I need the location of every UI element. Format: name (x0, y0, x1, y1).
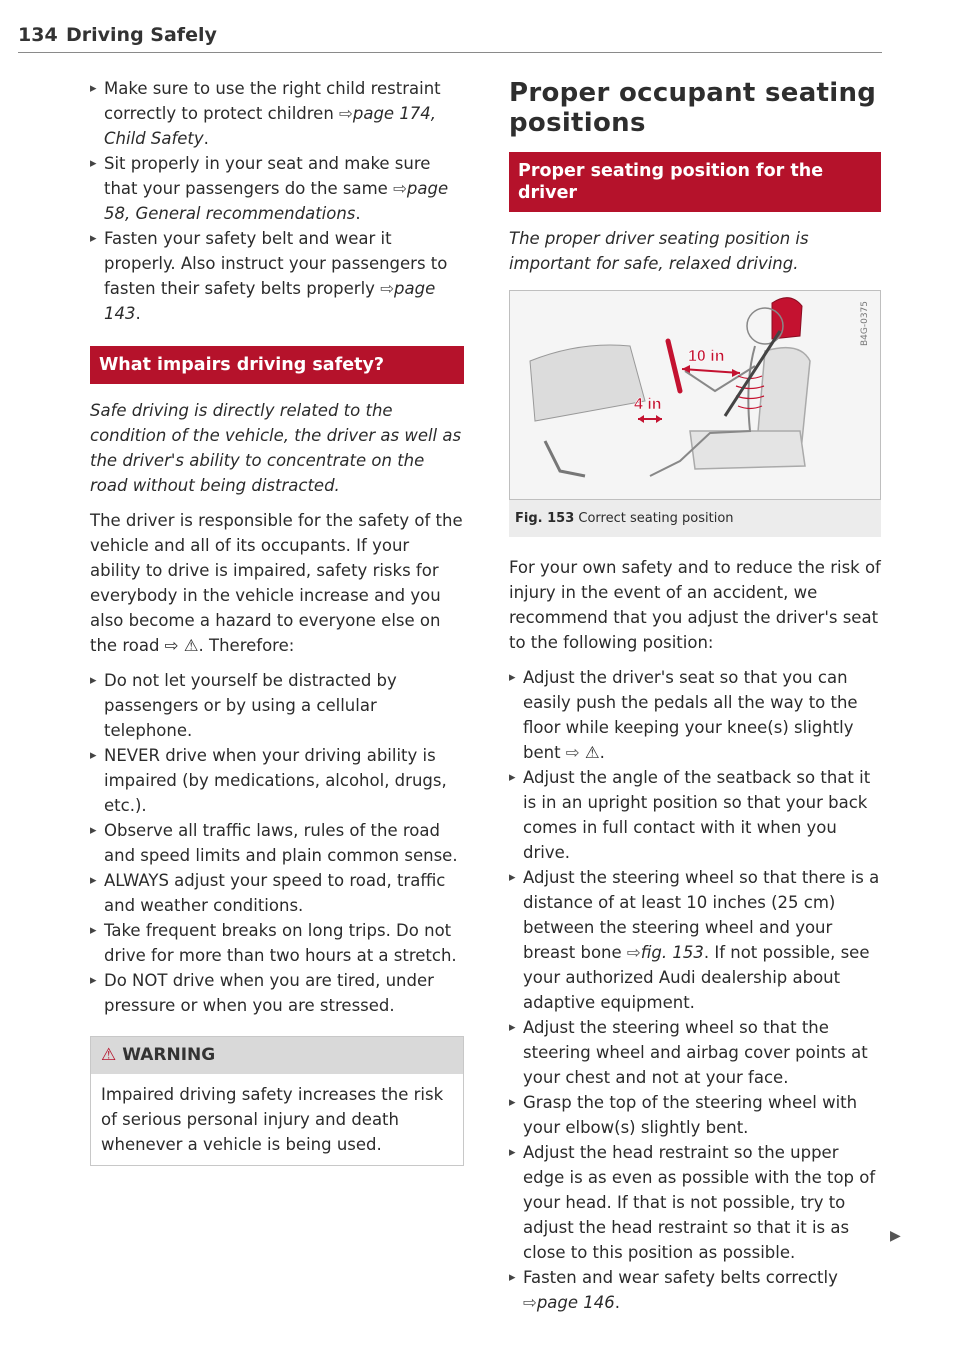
list-item: ▸ Observe all traffic laws, rules of the road and speed limits and plain common sense. (90, 818, 464, 868)
list-item: ▸ Adjust the steering wheel so that the steering wheel and airbag cover points at your chest and not at your face. (509, 1015, 881, 1090)
list-item: ▸ Do not let yourself be distracted by passengers or by using a cellular telephone. (90, 668, 464, 743)
figure-153 (509, 290, 881, 537)
list-item: ▸ Do NOT drive when you are tired, under pressure or when you are stressed. (90, 968, 464, 1018)
link-arrow-icon: ⇨ (626, 943, 641, 962)
driver-seating-intro: The proper driver seating position is important for safe, relaxed driving. (509, 229, 809, 273)
list-item: ▸ NEVER drive when your driving ability is impaired (by medications, alcohol, drugs, etc.). (90, 743, 464, 818)
left-column (90, 76, 464, 1166)
page-link[interactable]: page 146 (536, 1293, 615, 1312)
warning-title: WARNING (122, 1045, 216, 1065)
link-arrow-icon: ⇨ (393, 179, 407, 198)
link-arrow-icon: ⇨ (380, 279, 395, 298)
list-item: ▸ Make sure to use the right child restraint correctly to protect children ⇨page 174, Child Safety. (90, 76, 464, 151)
page-link[interactable]: page 58, General recommendations (104, 179, 449, 223)
driver-seating-heading: Proper seating position for the driver (509, 152, 881, 212)
seating-bullets (509, 665, 881, 1315)
list-item: ▸ Adjust the head restraint so the upper edge is as even as possible with the top of your head. If that is not possible, try to adjust the head restraint so that it is as close to this position as possible. (509, 1140, 881, 1265)
impairs-paragraph: The driver is responsible for the safety of the vehicle and all of its occupants. If your ability to drive is impaired, safety risks for everybody in the vehicle increase and you also become a hazard to everyone else on the road ⇨ ⚠. Therefore: (90, 511, 463, 655)
figure-link[interactable]: fig. 153 (640, 943, 704, 962)
list-item: ▸ Take frequent breaks on long trips. Do not drive for more than two hours at a stretch. (90, 918, 464, 968)
label-10in: 10 in (688, 348, 725, 365)
warning-text: Impaired driving safety increases the risk of serious personal injury and death whenever a vehicle is being used. (101, 1085, 444, 1154)
list-item: ▸ Adjust the angle of the seatback so that it is in an upright position so that your back comes in full contact with it when you drive. (509, 765, 881, 865)
warning-ref[interactable]: ⚠. (579, 743, 605, 762)
figure-number: Fig. 153 (515, 511, 575, 526)
list-item: ▸ Fasten and wear safety belts correctly ⇨page 146. (509, 1265, 881, 1315)
page-header (18, 22, 882, 53)
list-item: ▸ Sit properly in your seat and make sure that your passengers do the same ⇨page 58, General recommendations. (90, 151, 464, 226)
impairs-bullets (90, 668, 464, 1018)
link-arrow-icon: ⇨ (523, 1293, 537, 1312)
figure-caption (509, 500, 881, 537)
page-main-title: Proper occupant seating positions (509, 78, 877, 138)
list-item: ▸ Adjust the driver's seat so that you can easily push the pedals all the way to the floor while keeping your knee(s) slightly bent ⇨ ⚠. (509, 665, 881, 765)
page-link[interactable]: page 143 (104, 279, 436, 323)
seating-position-illustration (509, 290, 881, 500)
list-item: ▸ Fasten your safety belt and wear it properly. Also instruct your passengers to fasten their safety belts properly ⇨page 143. (90, 226, 464, 326)
seating-paragraph: For your own safety and to reduce the risk of injury in the event of an accident, we recommend that you adjust the driver's seat to the following position: (509, 558, 881, 652)
impairs-intro: Safe driving is directly related to the condition of the vehicle, the driver as well as the driver's ability to concentrate on the road without being distracted. (90, 401, 462, 495)
figure-code: B4G-0375 (860, 301, 870, 347)
figure-caption-text: Correct seating position (578, 511, 734, 526)
section-title: Driving Safely (66, 24, 217, 46)
warning-header (91, 1037, 463, 1074)
page-number: 134 (18, 24, 58, 46)
bullets-top (90, 76, 464, 326)
warning-triangle-icon: ⚠ (101, 1045, 117, 1065)
list-item: ▸ Grasp the top of the steering wheel with your elbow(s) slightly bent. (509, 1090, 881, 1140)
impairs-heading: What impairs driving safety? (90, 346, 464, 384)
seat-diagram (510, 291, 880, 499)
warning-box (90, 1036, 464, 1166)
link-arrow-icon: ⇨ (565, 743, 580, 762)
list-item: ▸ ALWAYS adjust your speed to road, traffic and weather conditions. (90, 868, 464, 918)
right-column (509, 76, 881, 1315)
list-item: ▸ Adjust the steering wheel so that there is a distance of at least 10 inches (25 cm) between the steering wheel and your breast bone ⇨fig. 153. If not possible, see your authorized Audi dealership about adaptive equipment. (509, 865, 881, 1015)
page-link[interactable]: page 174, Child Safety (104, 104, 437, 148)
link-arrow-icon: ⇨ (339, 104, 353, 123)
continue-arrow-icon: ▶ (890, 1228, 901, 1244)
label-4in: 4 in (634, 396, 662, 413)
